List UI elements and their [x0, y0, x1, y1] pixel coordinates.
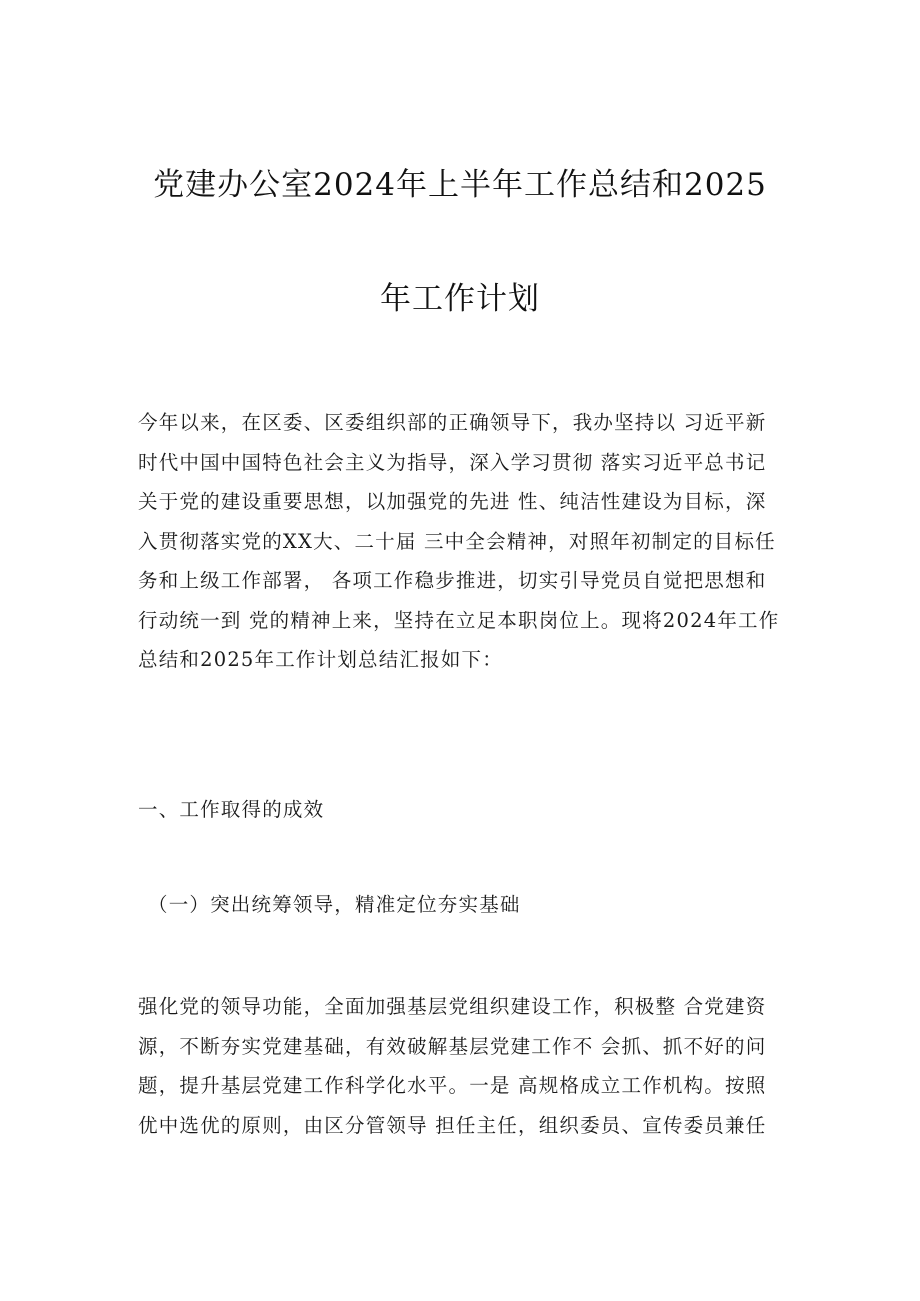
body-line: 强化党的领导功能，全面加强基层党组织建设工作，积极整 合党建资 [138, 995, 767, 1018]
body-line: 源，不断夯实党建基础，有效破解基层党建工作不 会抓、抓不好的问 [138, 1034, 767, 1058]
intro-line: 务和上级工作部署， 各项工作稳步推进，切实引导党员自觉把思想和 [138, 569, 767, 592]
intro-line: 总结和2025年工作计划总结汇报如下： [138, 648, 503, 671]
section-heading: 一、工作取得的成效 [138, 798, 325, 821]
body-line: 优中选优的原则，由区分管领导 担任主任，组织委员、宣传委员兼任 [138, 1113, 767, 1137]
document-title-line-2: 年工作计划 [380, 281, 540, 317]
intro-line: 时代中国中国特色社会主义为指导，深入学习贯彻 落实习近平总书记 [138, 450, 767, 474]
body-paragraph [138, 987, 793, 1145]
intro-paragraph [138, 403, 793, 680]
body-line: 题，提升基层党建工作科学化水平。一是 高规格成立工作机构。按照 [138, 1074, 767, 1097]
subsection-heading: （一）突出统筹领导，精准定位夯实基础 [148, 893, 521, 916]
intro-line: 行动统一到 党的精神上来，坚持在立足本职岗位上。现将2024年工作 [138, 608, 780, 632]
document-title-line-1: 党建办公室2024年上半年工作总结和2025 [153, 167, 767, 203]
intro-line: 入贯彻落实党的XX大、二十届 三中全会精神，对照年初制定的目标任 [138, 529, 776, 553]
intro-line: 今年以来，在区委、区委组织部的正确领导下，我办坚持以 习近平新 [138, 411, 767, 434]
intro-line: 关于党的建设重要思想，以加强党的先进 性、纯洁性建设为目标，深 [138, 490, 767, 513]
